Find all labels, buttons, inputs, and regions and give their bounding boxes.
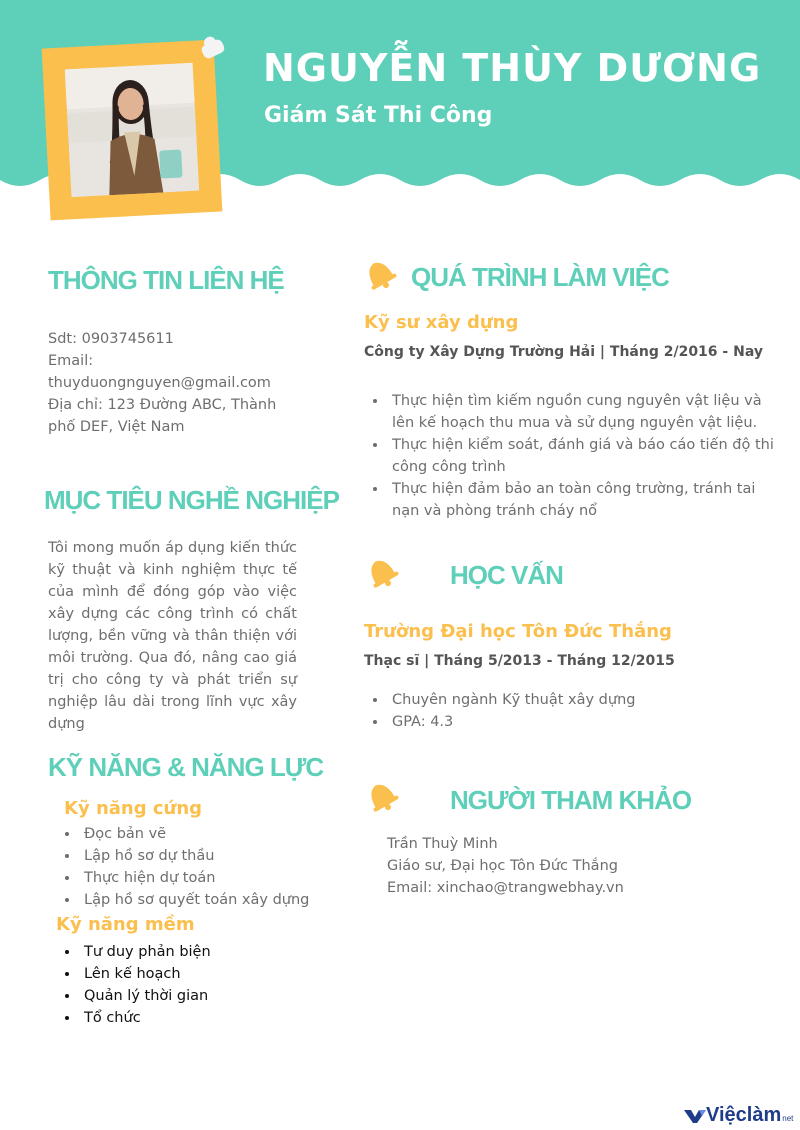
education-school: Trường Đại học Tôn Đức Thắng xyxy=(364,621,672,642)
contact-email: thuyduongnguyen@gmail.com xyxy=(48,375,271,391)
bell-icon xyxy=(362,778,400,812)
list-item: • Thực hiện dự toán xyxy=(80,867,340,889)
list-item: • Lập hồ sơ quyết toán xây dựng xyxy=(80,889,340,911)
list-item: • Lập hồ sơ dự thầu xyxy=(80,845,340,867)
list-item: • Thực hiện kiểm soát, đánh giá và báo cáo tiến độ thi công công trình xyxy=(388,434,778,478)
contact-address: Địa chỉ: 123 Đường ABC, Thành phố DEF, Việt Nam xyxy=(48,397,277,435)
references-heading: NGƯỜI THAM KHẢO xyxy=(450,785,692,815)
hard-skills-list xyxy=(62,823,340,911)
bell-icon xyxy=(362,554,400,588)
logo-suffix: net xyxy=(782,1114,794,1123)
contact-email-label: Email: xyxy=(48,353,94,369)
profile-photo xyxy=(65,63,200,198)
list-item: • Đọc bản vẽ xyxy=(80,823,340,845)
experience-list xyxy=(370,390,778,522)
pin-icon xyxy=(196,34,230,64)
vieclam-logo[interactable] xyxy=(684,1104,793,1127)
experience-heading: QUÁ TRÌNH LÀM VIỆC xyxy=(411,262,669,292)
list-item: • Thực hiện đảm bảo an toàn công trường, tránh tai nạn và phòng tránh cháy nổ xyxy=(388,478,778,522)
contact-heading: THÔNG TIN LIÊN HỆ xyxy=(48,265,284,295)
candidate-title: Giám Sát Thi Công xyxy=(264,103,493,128)
objective-heading: MỤC TIÊU NGHỀ NGHIỆP xyxy=(44,485,339,515)
candidate-name: NGUYỄN THÙY DƯƠNG xyxy=(263,46,762,90)
reference-info xyxy=(387,833,767,899)
list-item: • Tổ chức xyxy=(80,1007,340,1029)
contact-info xyxy=(48,328,308,438)
list-item: • Tư duy phản biện xyxy=(80,941,340,963)
photo-frame xyxy=(42,40,223,221)
experience-role: Kỹ sư xây dựng xyxy=(364,312,519,333)
reference-name: Trần Thuỳ Minh xyxy=(387,836,498,852)
list-item: • GPA: 4.3 xyxy=(388,711,778,733)
list-item: • Thực hiện tìm kiếm nguồn cung nguyên vật liệu và lên kế hoạch thu mua và sử dụng nguyên vật liệu. xyxy=(388,390,778,434)
experience-company: Công ty Xây Dựng Trường Hải | Tháng 2/2016 - Nay xyxy=(364,344,763,360)
objective-text: Tôi mong muốn áp dụng kiến thức kỹ thuật và kinh nghiệm thực tế của mình để đóng góp vào việc xây dựng các công trình có chất lượng, bền vững và thân thiện với môi trường. Qua đó, nâng cao giá trị cho công ty và phát triển sự nghiệp lâu dài trong lĩnh vực xây dựng xyxy=(48,540,297,732)
logo-text: Việclàm xyxy=(706,1104,782,1126)
list-item: • Lên kế hoạch xyxy=(80,963,340,985)
skills-heading: KỸ NĂNG & NĂNG LỰC xyxy=(48,752,324,782)
education-list xyxy=(370,689,778,733)
education-heading: HỌC VẤN xyxy=(450,560,563,590)
education-degree: Thạc sĩ | Tháng 5/2013 - Tháng 12/2015 xyxy=(364,653,675,669)
hard-skills-heading: Kỹ năng cứng xyxy=(64,798,203,819)
reference-position: Giáo sư, Đại học Tôn Đức Thắng xyxy=(387,858,618,874)
logo-mark-icon xyxy=(684,1108,706,1124)
soft-skills-list xyxy=(62,941,340,1029)
contact-phone: Sdt: 0903745611 xyxy=(48,331,174,347)
bell-icon xyxy=(360,256,398,290)
list-item: • Quản lý thời gian xyxy=(80,985,340,1007)
reference-email: Email: xinchao@trangwebhay.vn xyxy=(387,880,624,896)
list-item: • Chuyên ngành Kỹ thuật xây dựng xyxy=(388,689,778,711)
soft-skills-heading: Kỹ năng mềm xyxy=(56,914,195,935)
